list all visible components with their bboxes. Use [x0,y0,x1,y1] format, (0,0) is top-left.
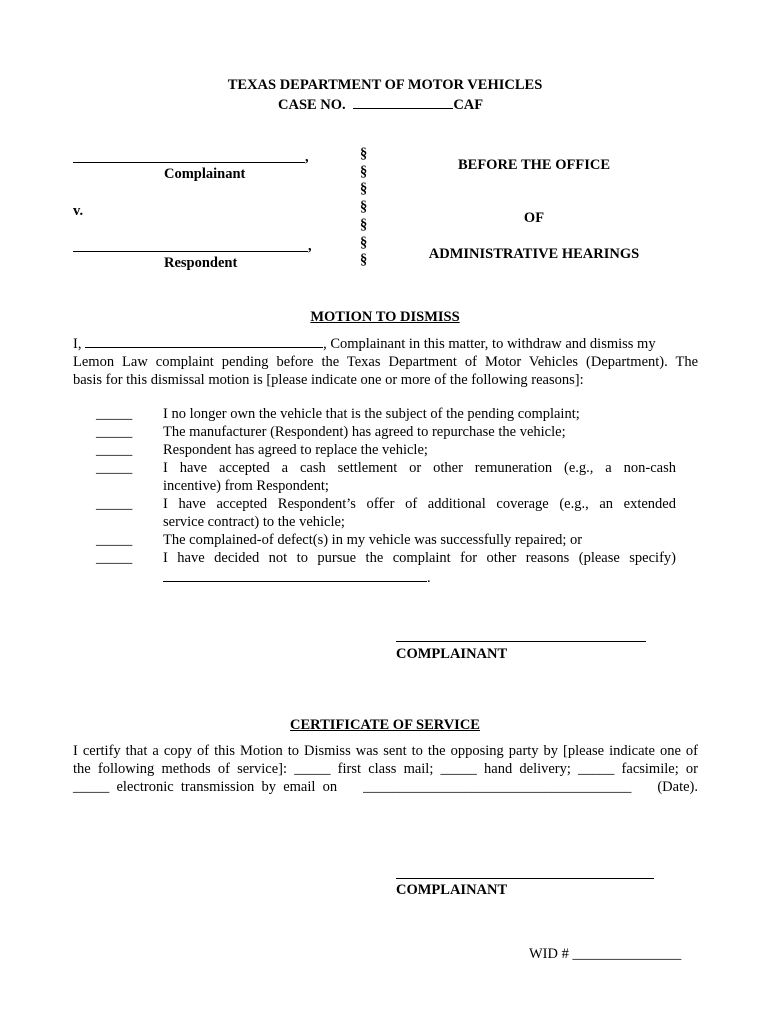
reason-text: The complained-of defect(s) in my vehicle was successfully repaired; or [163,532,583,548]
other-reason-field[interactable] [163,567,427,582]
reason-item [96,423,676,441]
reason-checkbox-blank[interactable]: _____ [96,496,133,512]
case-number-field[interactable] [353,94,453,109]
intro-line1-rest: , Complainant in this matter, to withdraw and dismiss my [323,336,656,352]
reason-text: The manufacturer (Respondent) has agreed to repurchase the vehicle; [163,424,566,440]
reason-text-cont: service contract) to the vehicle; [163,514,345,530]
specify-end: . [427,570,431,586]
certificate-signature-label: COMPLAINANT [396,882,508,898]
reason-checkbox-blank[interactable]: _____ [96,550,133,566]
agency-title: TEXAS DEPARTMENT OF MOTOR VEHICLES [227,77,543,93]
respondent-comma: , [308,238,312,254]
office-line-3: ADMINISTRATIVE HEARINGS [428,246,640,262]
case-prefix: CASE NO. [278,97,346,113]
reason-checkbox-blank[interactable]: _____ [96,424,133,440]
reason-text: Respondent has agreed to replace the vehicle; [163,442,428,458]
reason-text-cont: incentive) from Respondent; [163,478,329,494]
certificate-body [73,742,698,796]
office-line-1: BEFORE THE OFFICE [457,157,610,173]
reason-text: I have decided not to pursue the complaint for other reasons (please specify) [163,550,676,566]
case-number-line [278,94,483,114]
motion-intro [73,333,698,389]
reasons-list [96,405,676,587]
reason-text: I have accepted a cash settlement or other remuneration (e.g., a non-cash [163,460,676,476]
service-date-field[interactable]: _____________________________________ [363,779,632,795]
section-symbol: § [360,216,368,233]
section-symbol: § [360,146,368,162]
office-line-2: OF [523,210,545,226]
section-symbol: § [360,163,368,180]
certificate-title: CERTIFICATE OF SERVICE [290,717,480,733]
email-transmission-option: _____ electronic transmission by email on [73,779,338,795]
case-suffix: CAF [453,97,484,113]
complainant-label: Complainant [164,166,246,182]
respondent-label: Respondent [164,255,238,271]
reason-text: I no longer own the vehicle that is the subject of the pending complaint; [163,406,580,422]
complainant-name-field[interactable] [73,162,305,163]
intro-line-2: Lemon Law complaint pending before the Texas Department of Motor Vehicles (Department). The [73,354,698,370]
certificate-signature-line[interactable] [396,878,654,879]
certificate-line-3 [73,778,698,796]
reason-item [96,459,676,495]
reason-checkbox-blank[interactable]: _____ [96,460,133,476]
wid-field[interactable]: _______________ [572,946,682,962]
reason-item [96,549,676,587]
intro-prefix: I, [73,336,82,352]
complainant-signature-label: COMPLAINANT [396,646,508,662]
reason-item [96,441,676,459]
intro-line-3: basis for this dismissal motion is [please indicate one or more of the following reasons]: [73,372,584,388]
date-label: (Date). [657,779,698,795]
motion-title: MOTION TO DISMISS [310,309,460,325]
reason-item [96,405,676,423]
wid-line [529,945,681,963]
reason-checkbox-blank[interactable]: _____ [96,532,133,548]
reason-checkbox-blank[interactable]: _____ [96,442,133,458]
reason-item [96,495,676,531]
complainant-comma: , [305,149,309,165]
versus-label: v. [73,203,84,219]
respondent-name-field[interactable] [73,251,308,252]
complainant-signature-line[interactable] [396,641,646,642]
certificate-line-2: the following methods of service]: _____ first class mail; _____ hand delivery; _____ facsimile; or [73,761,698,777]
section-symbol: § [360,252,368,269]
reason-text: I have accepted Respondent’s offer of additional coverage (e.g., an extended [163,496,676,512]
section-symbol: § [360,199,368,216]
wid-label: WID # [529,946,569,962]
complainant-intro-name-field[interactable] [85,333,323,348]
reason-checkbox-blank[interactable]: _____ [96,406,133,422]
section-symbol: § [360,234,368,251]
section-symbol-column [360,146,372,270]
certificate-line-1: I certify that a copy of this Motion to Dismiss was sent to the opposing party by [please indicate one of [73,743,698,759]
section-symbol: § [360,181,368,198]
reason-item [96,531,676,549]
